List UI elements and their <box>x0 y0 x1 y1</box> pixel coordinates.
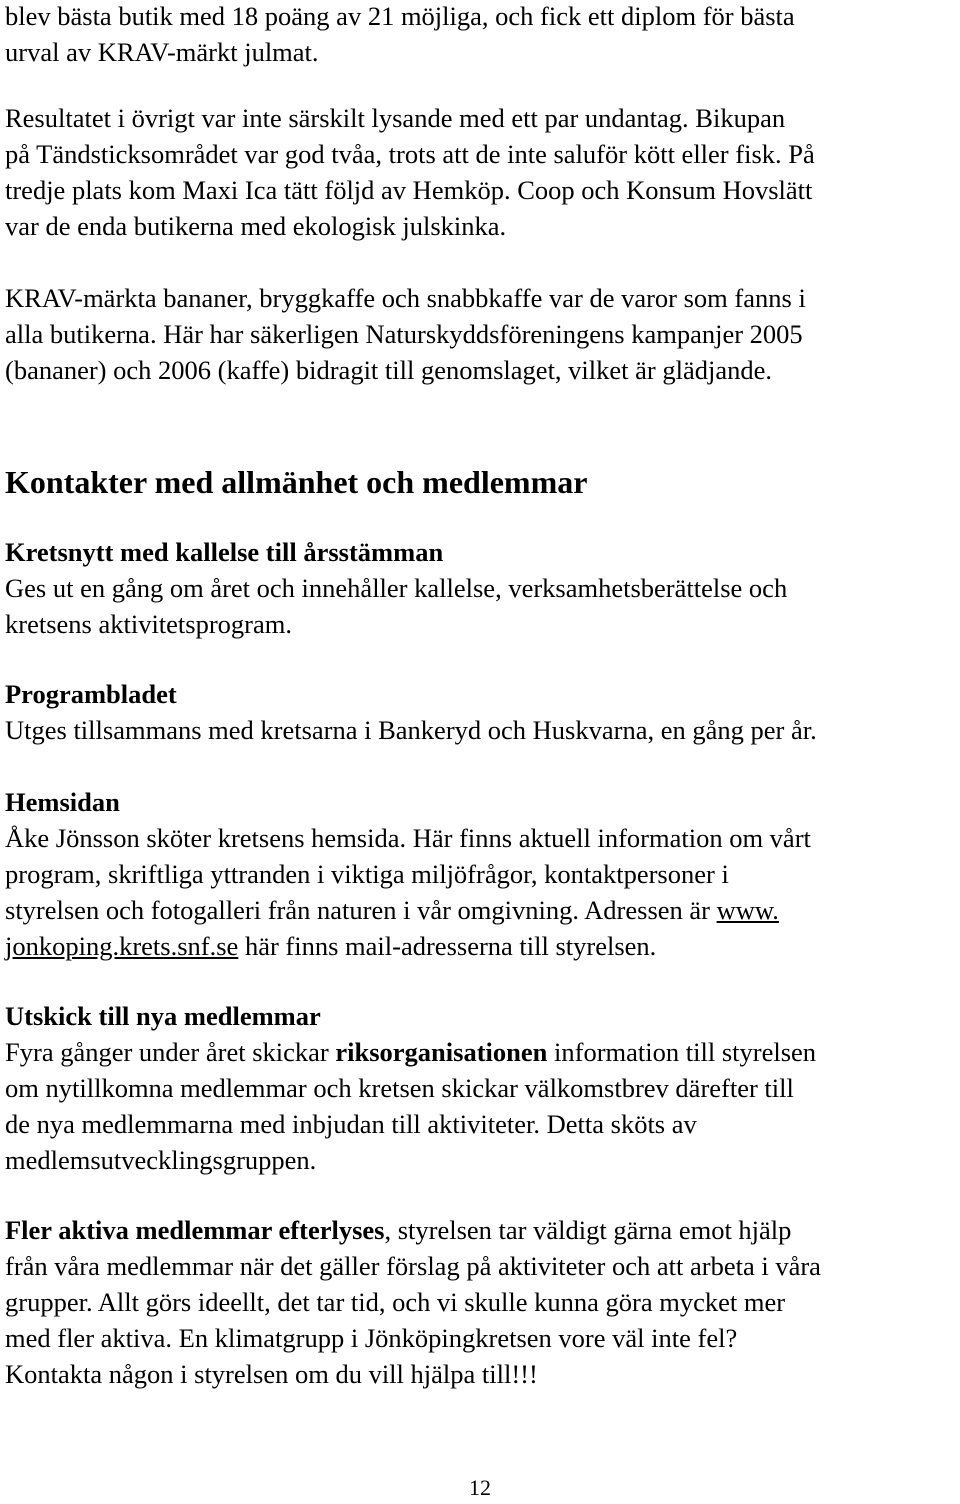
utskick-line-4: medlemsutvecklingsgruppen. <box>5 1145 317 1175</box>
hemsidan-line-2: program, skriftliga yttranden i viktiga miljöfrågor, kontaktpersoner i <box>5 859 729 889</box>
result-line-2: på Tändsticksområdet var god tvåa, trots att de inte saluför kött eller fisk. På <box>5 139 815 169</box>
utskick-line-2: om nytillkomna medlemmar och kretsen skickar välkomstbrev därefter till <box>5 1073 794 1103</box>
kretsnytt-line-1: Ges ut en gång om året och innehåller kallelse, verksamhetsberättelse och <box>5 573 788 603</box>
utskick-line-3: de nya medlemmarna med inbjudan till aktiviteter. Detta sköts av <box>5 1109 697 1139</box>
utskick-line-1 <box>5 1034 816 1070</box>
fler-aktiva-heading: Fler aktiva medlemmar efterlyses <box>5 1215 385 1245</box>
fler-aktiva-line-4: med fler aktiva. En klimatgrupp i Jönköpingkretsen vore väl inte fel? <box>5 1323 738 1353</box>
krav-line-1: KRAV-märkta bananer, bryggkaffe och snabbkaffe var de varor som fanns i <box>5 283 806 313</box>
hemsidan-line-4 <box>5 928 656 964</box>
hemsidan-line-4-text: här finns mail-adresserna till styrelsen. <box>238 931 657 961</box>
programbladet-heading: Programbladet <box>5 679 177 709</box>
utskick-line-1-b: information till styrelsen <box>547 1037 817 1067</box>
result-line-3: tredje plats kom Maxi Ica tätt följd av Hemköp. Coop och Konsum Hovslätt <box>5 175 813 205</box>
hemsidan-line-1: Åke Jönsson sköter kretsens hemsida. Här finns aktuell information om vårt <box>5 823 811 853</box>
fler-aktiva-line-1-rest: , styrelsen tar väldigt gärna emot hjälp <box>384 1215 792 1245</box>
utskick-line-1-bold: riksorganisationen <box>335 1037 548 1067</box>
intro-line-1: blev bästa butik med 18 poäng av 21 möjliga, och fick ett diplom för bästa <box>5 1 795 31</box>
result-line-1: Resultatet i övrigt var inte särskilt lysande med ett par undantag. Bikupan <box>5 103 786 133</box>
fler-aktiva-line-1 <box>5 1212 791 1248</box>
fler-aktiva-line-5: Kontakta någon i styrelsen om du vill hjälpa till!!! <box>5 1359 538 1389</box>
utskick-line-1-a: Fyra gånger under året skickar <box>5 1037 336 1067</box>
utskick-heading: Utskick till nya medlemmar <box>5 1001 321 1031</box>
krav-line-3: (bananer) och 2006 (kaffe) bidragit till genomslaget, vilket är glädjande. <box>5 355 772 385</box>
result-line-4: var de enda butikerna med ekologisk julskinka. <box>5 211 507 241</box>
programbladet-line-1: Utges tillsammans med kretsarna i Bankeryd och Huskvarna, en gång per år. <box>5 715 817 745</box>
website-link-part-2[interactable]: jonkoping.krets.snf.se <box>5 931 239 961</box>
fler-aktiva-line-3: grupper. Allt görs ideellt, det tar tid, och vi skulle kunna göra mycket mer <box>5 1287 786 1317</box>
section-title: Kontakter med allmänhet och medlemmar <box>5 464 588 500</box>
hemsidan-line-3-text: styrelsen och fotogalleri från naturen i vår omgivning. Adressen är <box>5 895 717 925</box>
kretsnytt-line-2: kretsens aktivitetsprogram. <box>5 609 293 639</box>
hemsidan-line-3 <box>5 892 779 928</box>
kretsnytt-heading: Kretsnytt med kallelse till årsstämman <box>5 537 444 567</box>
krav-line-2: alla butikerna. Här har säkerligen Naturskyddsföreningens kampanjer 2005 <box>5 319 803 349</box>
website-link-part-1[interactable]: www. <box>716 895 779 925</box>
page-number: 12 <box>469 1475 491 1500</box>
hemsidan-heading: Hemsidan <box>5 787 120 817</box>
intro-line-2: urval av KRAV-märkt julmat. <box>5 37 319 67</box>
fler-aktiva-line-2: från våra medlemmar när det gäller förslag på aktiviteter och att arbeta i våra <box>5 1251 821 1281</box>
